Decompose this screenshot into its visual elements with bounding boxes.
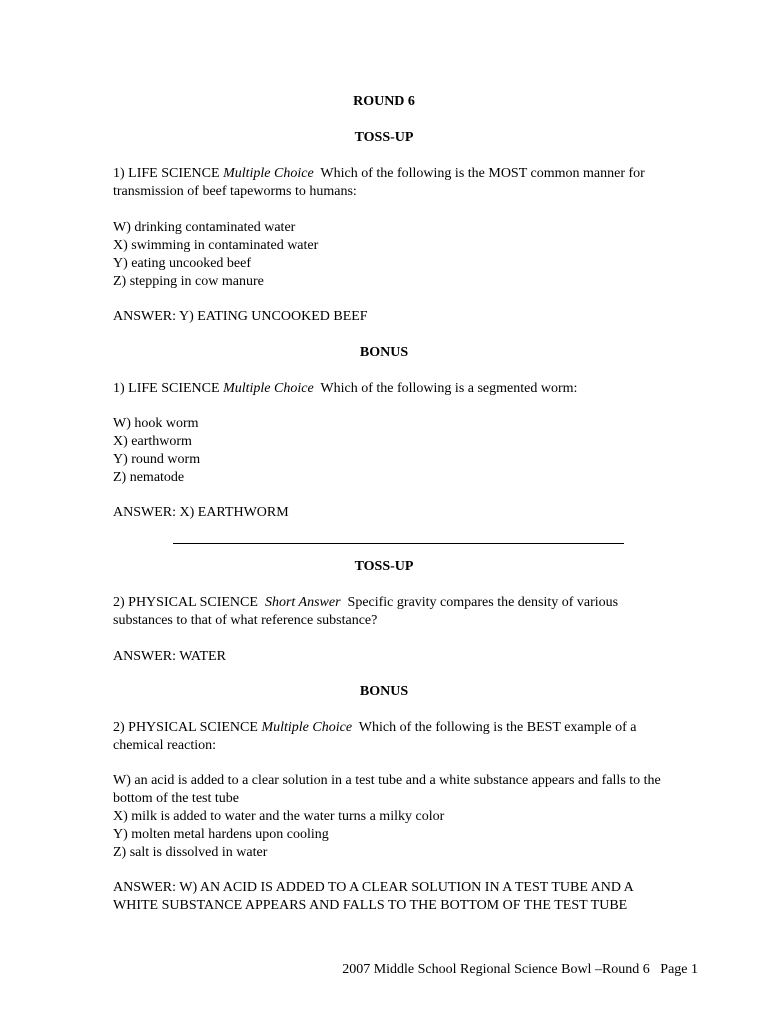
question-1-tossup-line1 — [113, 165, 645, 183]
answer-2-bonus-line1: ANSWER: W) AN ACID IS ADDED TO A CLEAR SOLUTION IN A TEST TUBE AND A — [113, 880, 634, 895]
question-2-bonus-line1 — [113, 719, 637, 737]
bonus-heading-1: BONUS — [359, 345, 409, 360]
question-type: Short Answer — [264, 595, 341, 610]
question-1-tossup-line2: transmission of beef tapeworms to humans: — [113, 184, 357, 199]
question-1-bonus-line1 — [113, 380, 577, 398]
tossup-heading-2: TOSS-UP — [354, 559, 414, 574]
question-type: Multiple Choice — [261, 720, 353, 735]
question-text: Which of the following is the BEST example of a — [358, 720, 637, 735]
subject-label: 2) PHYSICAL SCIENCE — [113, 595, 258, 610]
subject-label: 1) LIFE SCIENCE — [113, 381, 220, 396]
question-type: Multiple Choice — [223, 166, 314, 181]
answer-1-bonus: ANSWER: X) EARTHWORM — [113, 505, 289, 520]
bonus-heading-2: BONUS — [359, 684, 409, 699]
answer-2-bonus-line2: WHITE SUBSTANCE APPEARS AND FALLS TO THE BOTTOM OF THE TEST TUBE — [113, 898, 628, 913]
question-text: Specific gravity compares the density of various — [347, 595, 619, 610]
section-divider — [173, 543, 624, 544]
option-z: Z) nematode — [113, 470, 185, 485]
tossup-heading-1: TOSS-UP — [354, 130, 414, 145]
question-text: Which of the following is a segmented worm: — [320, 381, 578, 396]
option-w: W) drinking contaminated water — [113, 220, 296, 235]
question-2-tossup-line2: substances to that of what reference substance? — [113, 613, 378, 628]
option-z: Z) salt is dissolved in water — [113, 845, 268, 860]
answer-2-tossup: ANSWER: WATER — [113, 649, 226, 664]
answer-1-tossup: ANSWER: Y) EATING UNCOOKED BEEF — [113, 309, 368, 324]
subject-label: 1) LIFE SCIENCE — [113, 166, 220, 181]
option-y: Y) round worm — [113, 452, 201, 467]
option-w: W) hook worm — [113, 416, 199, 431]
option-y: Y) molten metal hardens upon cooling — [113, 827, 329, 842]
option-w: W) an acid is added to a clear solution in a test tube and a white substance appears and falls to the — [113, 773, 661, 788]
option-x: X) swimming in contaminated water — [113, 238, 319, 253]
question-2-bonus-line2: chemical reaction: — [113, 738, 216, 753]
question-text: Which of the following is the MOST common manner for — [320, 166, 645, 181]
subject-label: 2) PHYSICAL SCIENCE — [113, 720, 258, 735]
option-x: X) earthworm — [113, 434, 192, 449]
page-footer: 2007 Middle School Regional Science Bowl –Round 6 Page 1 — [342, 962, 698, 977]
question-2-tossup-line1 — [113, 594, 618, 612]
option-z: Z) stepping in cow manure — [113, 274, 264, 289]
option-y: Y) eating uncooked beef — [113, 256, 251, 271]
question-type: Multiple Choice — [223, 381, 314, 396]
option-x: X) milk is added to water and the water turns a milky color — [113, 809, 445, 824]
option-w-continued: bottom of the test tube — [113, 791, 239, 806]
round-title: ROUND 6 — [353, 94, 415, 109]
